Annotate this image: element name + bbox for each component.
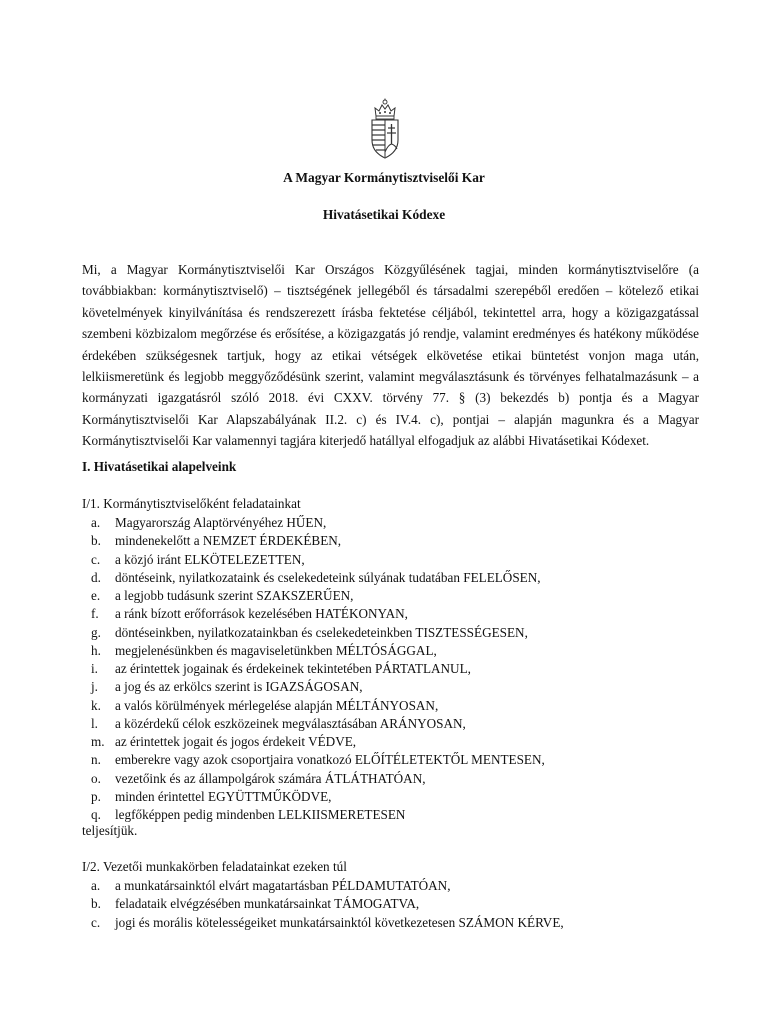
- list-text: döntéseinkben, nyilatkozatainkban és cselekedeteinkben TISZTESSÉGESEN,: [115, 624, 528, 640]
- list-letter: b.: [91, 533, 101, 549]
- list-letter: h.: [91, 642, 101, 658]
- list-letter: j.: [91, 679, 98, 695]
- document-subtitle: Hivatásetikai Kódexe: [322, 207, 446, 222]
- list-letter: k.: [91, 697, 101, 713]
- list-letter: n.: [91, 752, 101, 768]
- list-text: a közérdekű célok eszközeinek megválasztásában ARÁNYOSAN,: [115, 715, 466, 731]
- list-letter: b.: [91, 896, 101, 912]
- list-text: az érintettek jogait és jogos érdekeit VÉDVE,: [115, 734, 357, 749]
- list-text: jogi és morális kötelességeiket munkatársainktól következetesen SZÁMON KÉRVE,: [115, 914, 564, 930]
- list-text: az érintettek jogainak és érdekeinek tekintetében PÁRTATLANUL,: [115, 661, 471, 676]
- list-text: döntéseink, nyilatkozataink és cselekedeteink súlyának tudatában FELELŐSEN,: [115, 569, 541, 585]
- list-text: a munkatársainktól elvárt magatartásban PÉLDAMUTATÓAN,: [115, 878, 451, 893]
- list-letter: m.: [91, 734, 105, 749]
- list-text: legfőképpen pedig mindenben LELKIISMERETESEN: [115, 807, 406, 822]
- hungarian-coat-of-arms-icon: [368, 98, 402, 160]
- list-text: Magyarország Alaptörvényéhez HŰEN,: [115, 515, 327, 530]
- list-letter: d.: [91, 569, 101, 585]
- list-letter: e.: [91, 588, 101, 603]
- preamble-paragraph: Mi, a Magyar Kormánytisztviselői Kar Országos Közgyűlésének tagjai, minden kormánytisztviselőre (a továbbiakban: kormánytisztviselő) – tisztségének jellegéből és társadalmi szerepéből eredően – kötelező etikai követelmények kinyilvánítása és rendszerezett írásba fektetése céljából, tekintettel arra, hogy a közigazgatással szembeni közbizalom megőrzése és erősítése, a közigazgatás jó rendje, valamint eredményes és hatékony működése érdekében szükségesnek tartjuk, hogy az etikai vétségek elkövetése etikai büntetést vonjon maga után, lelkiismeretünk és legjobb meggyőződésünk szerint, valamint megválasztásunk és törvényes felhatalmazásunk – a kormányzati igazgatásról szóló 2018. évi CXXV. törvény 77. § (3) bekezdés b) pontja és a Magyar Kormánytisztviselői Kar Alapszabályának II.2. c) és IV.4. c), pontjai – alapján magunkra és a Magyar Kormánytisztviselői Kar valamennyi tagjára kiterjedő hatállyal elfogadjuk az alábbi Hivatásetikai Kódexet.: [82, 262, 699, 449]
- list-letter: o.: [91, 770, 101, 786]
- list-letter: l.: [91, 715, 98, 731]
- document-title: A Magyar Kormánytisztviselői Kar: [283, 170, 485, 185]
- list-text: a ránk bízott erőforrások kezelésében HATÉKONYAN,: [115, 606, 408, 622]
- list-letter: q.: [91, 807, 101, 822]
- list-letter: f.: [91, 606, 99, 622]
- list-text: a legjobb tudásunk szerint SZAKSZERŰEN,: [115, 588, 354, 603]
- list-letter: a.: [91, 878, 101, 893]
- list-text: emberekre vagy azok csoportjaira vonatkozó ELŐÍTÉLETEKTŐL MENTESEN,: [115, 752, 545, 768]
- subsection-heading-2: I/2. Vezetői munkakörben feladatainkat ezeken túl: [82, 859, 347, 874]
- list-letter: i.: [91, 661, 98, 676]
- list-text: a valós körülmények mérlegelése alapján MÉLTÁNYOSAN,: [115, 697, 439, 713]
- list-text: vezetőink és az állampolgárok számára ÁTLÁTHATÓAN,: [115, 770, 426, 786]
- subsection-heading-1: I/1. Kormánytisztviselőként feladatainkat: [82, 496, 301, 511]
- list-letter: p.: [91, 788, 101, 804]
- list-text: a közjó iránt ELKÖTELEZETTEN,: [115, 551, 305, 567]
- list-text: feladataik elvégzésében munkatársainkat TÁMOGATVA,: [115, 896, 420, 912]
- list-letter: g.: [91, 624, 101, 640]
- list-text: mindenekelőtt a NEMZET ÉRDEKÉBEN,: [115, 533, 342, 549]
- list-text: minden érintettel EGYÜTTMŰKÖDVE,: [115, 788, 332, 804]
- list-letter: c.: [91, 914, 101, 930]
- list-closing-text: teljesítjük.: [82, 823, 138, 838]
- list-text: a jog és az erkölcs szerint is IGAZSÁGOSAN,: [115, 679, 363, 695]
- list-letter: c.: [91, 551, 101, 567]
- section-heading: I. Hivatásetikai alapelveink: [82, 459, 237, 474]
- list-letter: a.: [91, 515, 101, 530]
- list-text: megjelenésünkben és magaviseletünkben MÉLTÓSÁGGAL,: [115, 642, 437, 658]
